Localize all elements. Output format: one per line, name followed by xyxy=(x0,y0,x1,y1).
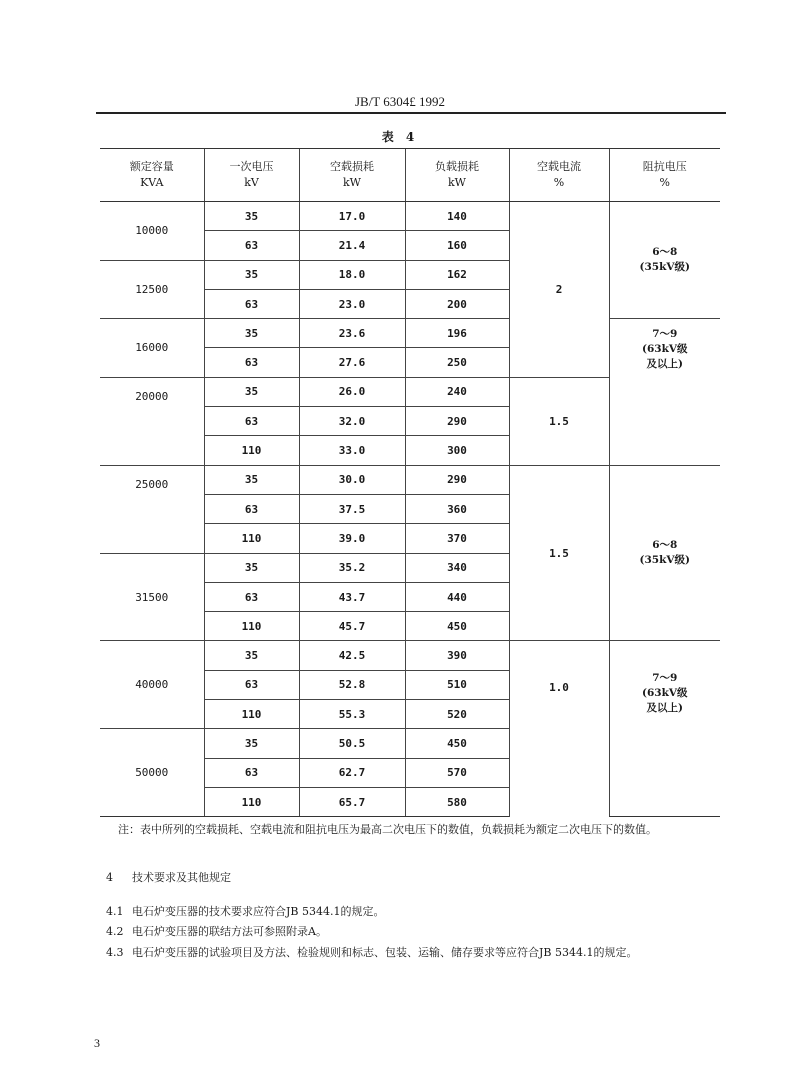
load-loss-cell: 370 xyxy=(405,524,509,553)
section-number: 4.2 xyxy=(106,925,124,938)
no-load-loss-cell: 17.0 xyxy=(299,202,405,231)
no-load-loss-cell: 26.0 xyxy=(299,377,405,406)
load-loss-cell: 390 xyxy=(405,641,509,670)
load-loss-cell: 510 xyxy=(405,670,509,699)
header-no-load-loss: 空载损耗 kW xyxy=(299,149,405,202)
no-load-loss-cell: 43.7 xyxy=(299,582,405,611)
no-load-loss-cell: 55.3 xyxy=(299,700,405,729)
load-loss-cell: 300 xyxy=(405,436,509,465)
section-4-1 xyxy=(106,904,726,920)
no-load-loss-cell: 42.5 xyxy=(299,641,405,670)
no-load-loss-cell: 23.0 xyxy=(299,289,405,318)
voltage-cell: 63 xyxy=(204,670,299,699)
impedance-cell: 6～8 (35kV级) xyxy=(609,202,720,319)
impedance-cell: 7～9 (63kV级 及以上) xyxy=(609,319,720,465)
load-loss-cell: 360 xyxy=(405,494,509,523)
load-loss-cell: 250 xyxy=(405,348,509,377)
capacity-cell: 12500 xyxy=(100,260,204,319)
load-loss-cell: 580 xyxy=(405,787,509,816)
load-loss-cell: 196 xyxy=(405,319,509,348)
header-rule xyxy=(96,112,726,114)
table-header-row xyxy=(100,149,720,202)
no-load-loss-cell: 18.0 xyxy=(299,260,405,289)
capacity-cell: 10000 xyxy=(100,202,204,261)
no-load-loss-cell: 37.5 xyxy=(299,494,405,523)
voltage-cell: 63 xyxy=(204,407,299,436)
section-text: 技术要求及其他规定 xyxy=(132,871,231,884)
page-number: 3 xyxy=(94,1036,100,1050)
no-load-loss-cell: 32.0 xyxy=(299,407,405,436)
load-loss-cell: 290 xyxy=(405,407,509,436)
load-loss-cell: 200 xyxy=(405,289,509,318)
impedance-cell: 7～9 (63kV级 及以上) xyxy=(609,641,720,817)
header-no-load-current: 空载电流 % xyxy=(509,149,609,202)
load-loss-cell: 450 xyxy=(405,729,509,758)
section-text: 电石炉变压器的联结方法可参照附录A。 xyxy=(132,925,327,938)
no-load-current-cell: 2 xyxy=(509,202,609,378)
no-load-current-cell: 1.5 xyxy=(509,377,609,465)
header-primary-voltage: 一次电压 kV xyxy=(204,149,299,202)
no-load-loss-cell: 39.0 xyxy=(299,524,405,553)
voltage-cell: 63 xyxy=(204,582,299,611)
voltage-cell: 63 xyxy=(204,758,299,787)
table-caption: 表 4 xyxy=(381,130,419,144)
section-4 xyxy=(106,870,726,886)
voltage-cell: 35 xyxy=(204,553,299,582)
voltage-cell: 63 xyxy=(204,494,299,523)
no-load-loss-cell: 45.7 xyxy=(299,612,405,641)
capacity-cell: 50000 xyxy=(100,729,204,817)
voltage-cell: 35 xyxy=(204,641,299,670)
voltage-cell: 110 xyxy=(204,524,299,553)
no-load-loss-cell: 30.0 xyxy=(299,465,405,494)
load-loss-cell: 290 xyxy=(405,465,509,494)
voltage-cell: 110 xyxy=(204,700,299,729)
voltage-cell: 35 xyxy=(204,465,299,494)
no-load-loss-cell: 27.6 xyxy=(299,348,405,377)
header-load-loss: 负载损耗 kW xyxy=(405,149,509,202)
voltage-cell: 35 xyxy=(204,377,299,406)
header-rated-capacity: 额定容量 KVA xyxy=(100,149,204,202)
table-row xyxy=(100,202,720,231)
load-loss-cell: 450 xyxy=(405,612,509,641)
load-loss-cell: 340 xyxy=(405,553,509,582)
no-load-current-cell: 1.0 xyxy=(509,641,609,817)
table-note: 注：表中所列的空载损耗、空载电流和阻抗电压为最高二次电压下的数值，负载损耗为额定二次电压下的数值。 xyxy=(118,823,657,836)
capacity-cell: 25000 xyxy=(100,465,204,553)
section-number: 4 xyxy=(106,871,113,884)
section-number: 4.1 xyxy=(106,905,124,918)
section-text: 电石炉变压器的试验项目及方法、检验规则和标志、包装、运输、储存要求等应符合JB 5344.1的规定。 xyxy=(132,946,638,959)
page-header: JB/T 6304£ 1992 xyxy=(354,94,446,109)
header-impedance-voltage: 阻抗电压 % xyxy=(609,149,720,202)
voltage-cell: 63 xyxy=(204,348,299,377)
no-load-loss-cell: 62.7 xyxy=(299,758,405,787)
capacity-cell: 16000 xyxy=(100,319,204,378)
voltage-cell: 110 xyxy=(204,612,299,641)
no-load-loss-cell: 33.0 xyxy=(299,436,405,465)
section-4-3 xyxy=(106,945,726,961)
spec-table xyxy=(100,148,720,817)
section-number: 4.3 xyxy=(106,946,124,959)
load-loss-cell: 520 xyxy=(405,700,509,729)
load-loss-cell: 440 xyxy=(405,582,509,611)
voltage-cell: 110 xyxy=(204,787,299,816)
load-loss-cell: 162 xyxy=(405,260,509,289)
no-load-loss-cell: 50.5 xyxy=(299,729,405,758)
capacity-cell: 40000 xyxy=(100,641,204,729)
load-loss-cell: 160 xyxy=(405,231,509,260)
table-row xyxy=(100,641,720,670)
no-load-loss-cell: 35.2 xyxy=(299,553,405,582)
no-load-loss-cell: 65.7 xyxy=(299,787,405,816)
no-load-loss-cell: 21.4 xyxy=(299,231,405,260)
no-load-loss-cell: 52.8 xyxy=(299,670,405,699)
section-text: 电石炉变压器的技术要求应符合JB 5344.1的规定。 xyxy=(132,905,385,918)
load-loss-cell: 570 xyxy=(405,758,509,787)
voltage-cell: 63 xyxy=(204,231,299,260)
impedance-cell: 6～8 (35kV级) xyxy=(609,465,720,641)
no-load-loss-cell: 23.6 xyxy=(299,319,405,348)
voltage-cell: 35 xyxy=(204,260,299,289)
table-row xyxy=(100,465,720,494)
capacity-cell: 31500 xyxy=(100,553,204,641)
voltage-cell: 35 xyxy=(204,319,299,348)
load-loss-cell: 240 xyxy=(405,377,509,406)
voltage-cell: 35 xyxy=(204,202,299,231)
voltage-cell: 35 xyxy=(204,729,299,758)
no-load-current-cell: 1.5 xyxy=(509,465,609,641)
voltage-cell: 63 xyxy=(204,289,299,318)
table-row xyxy=(100,319,720,348)
capacity-cell: 20000 xyxy=(100,377,204,465)
load-loss-cell: 140 xyxy=(405,202,509,231)
voltage-cell: 110 xyxy=(204,436,299,465)
section-4-2 xyxy=(106,924,726,940)
